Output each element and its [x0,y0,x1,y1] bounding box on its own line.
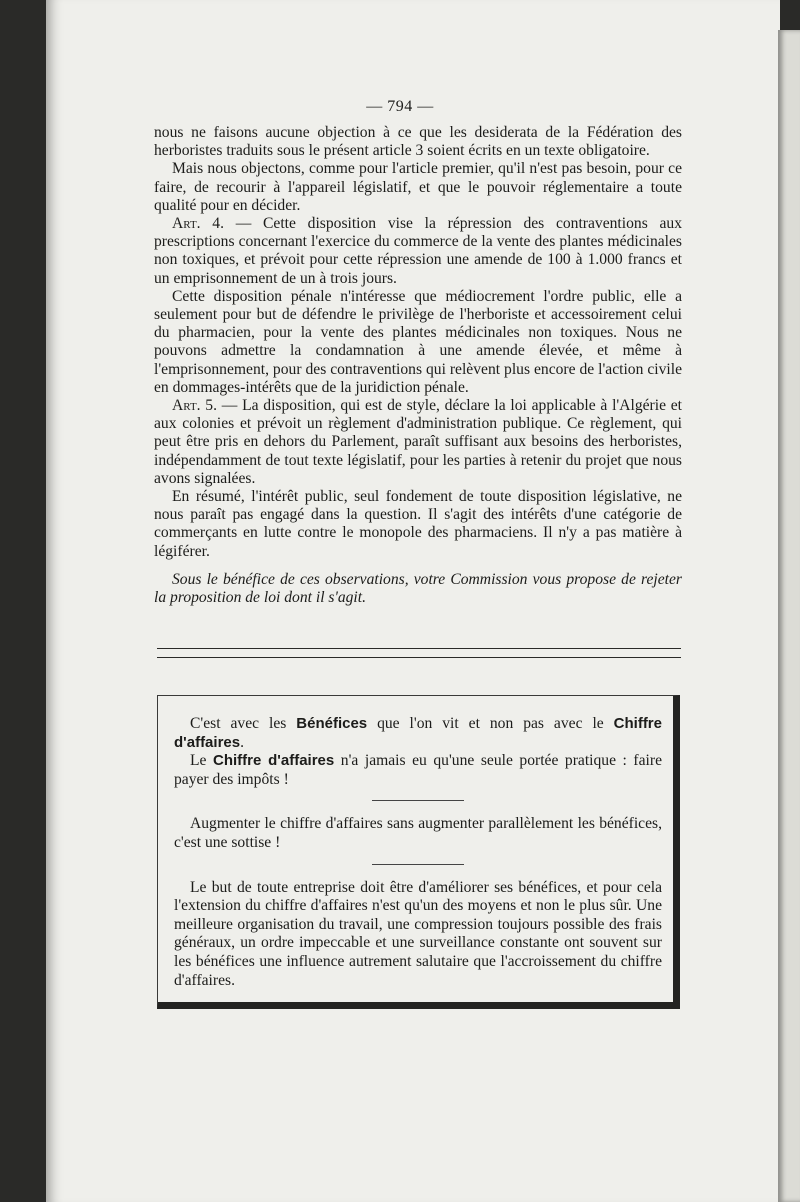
article-5-paragraph [154,397,682,488]
notice-paragraph-4: Le but de toute entreprise doit être d'améliorer ses bénéfices, et pour cela l'extension du chiffre d'affaires n'est qu'un des moyens et non le plus sûr. Une meilleure organisation du travail, une compression toujours possible des frais généraux, un ordre impeccable et une surveillance constante ont souvent sur les bénéfices une influence autrement salutaire que l'accroissement du chiffre d'affaires. [174,878,662,989]
article-4-text: — Cette disposition vise la répression des contraventions aux prescriptions concernant l'exercice du commerce de la vente des plantes médicinales non toxiques, et prévoit pour cette répression une amende de 100 à 1.000 francs et un emprisonnement de un à trois jours. [154,215,683,287]
body-text [154,124,682,607]
paragraph-objection: Mais nous objectons, comme pour l'article premier, qu'il n'est pas besoin, pour ce faire, de recourir à l'appareil législatif, et que le pouvoir réglementaire a toute qualité pour en décider. [154,160,682,214]
article-4-paragraph [154,215,682,288]
notice-text: C'est avec les [190,715,297,732]
article-4-commentary: Cette disposition pénale n'intéresse que médiocrement l'ordre public, elle a seulement pour but de défendre le privilège de l'herboriste et accessoirement celui du pharmacien, pour la vente des plantes médicinales non toxiques. Nous ne pouvons admettre la condamnation à une amende élevée, et même à l'emprisonnement, pour des contraventions qui relèvent plus encore de l'action civile en dommages-intérêts que de la juridiction pénale. [154,287,682,396]
article-4-label: Art. 4. [172,215,224,233]
notice-text: Le [190,752,213,770]
notice-text: que l'on vit et non pas avec le [367,715,614,732]
double-rule-divider [157,648,681,658]
notice-emphasis-chiffre: Chiffre d'affaires [174,715,662,751]
notice-text: . [240,733,244,751]
page-number: — 794 — [366,98,434,115]
paragraph-continuation: nous ne faisons aucune objection à ce que les desiderata de la Fédération des herboristes traduits sous le présent article 3 soient écrits en un texte obligatoire. [154,124,682,160]
article-5-text: — La disposition, qui est de style, déclare la loi applicable à l'Algérie et aux colonies et prévoit un règlement d'administration publique. Ce règlement, qui peut être pris en dehors du Parlement, paraît suffisant aux besoins des herboristes, indépendamment de tout texte législatif, pour les parties à retenir du projet que nous avons signalées. [154,397,682,487]
notice-paragraph-3: Augmenter le chiffre d'affaires sans augmenter parallèlement les bénéfices, c'est une sottise ! [174,815,662,851]
notice-emphasis-chiffre: Chiffre d'affaires [213,752,335,770]
notice-separator [372,800,464,801]
notice-separator [372,864,464,865]
notice-paragraph-1 [174,715,662,752]
notice-text: n'a jamais eu qu'une seule portée pratique : faire payer des impôts ! [174,752,662,788]
notice-paragraph-2 [174,752,662,789]
next-page-edge [778,30,800,1202]
summary-paragraph: En résumé, l'intérêt public, seul fondement de toute disposition législative, ne nous paraît pas engagé dans la question. Il s'agit des intérêts d'une catégorie de commerçants en lutte contre le monopole des pharmaciens. Il n'y a pas matière à légiférer. [154,488,682,560]
notice-content [174,715,662,990]
notice-emphasis-benefices: Bénéfices [296,715,368,732]
notice-box [157,695,680,1009]
article-5-label: Art. 5. [172,397,217,415]
conclusion-paragraph: Sous le bénéfice de ces observations, votre Commission vous propose de rejeter la proposition de loi dont il s'agit. [154,570,682,607]
